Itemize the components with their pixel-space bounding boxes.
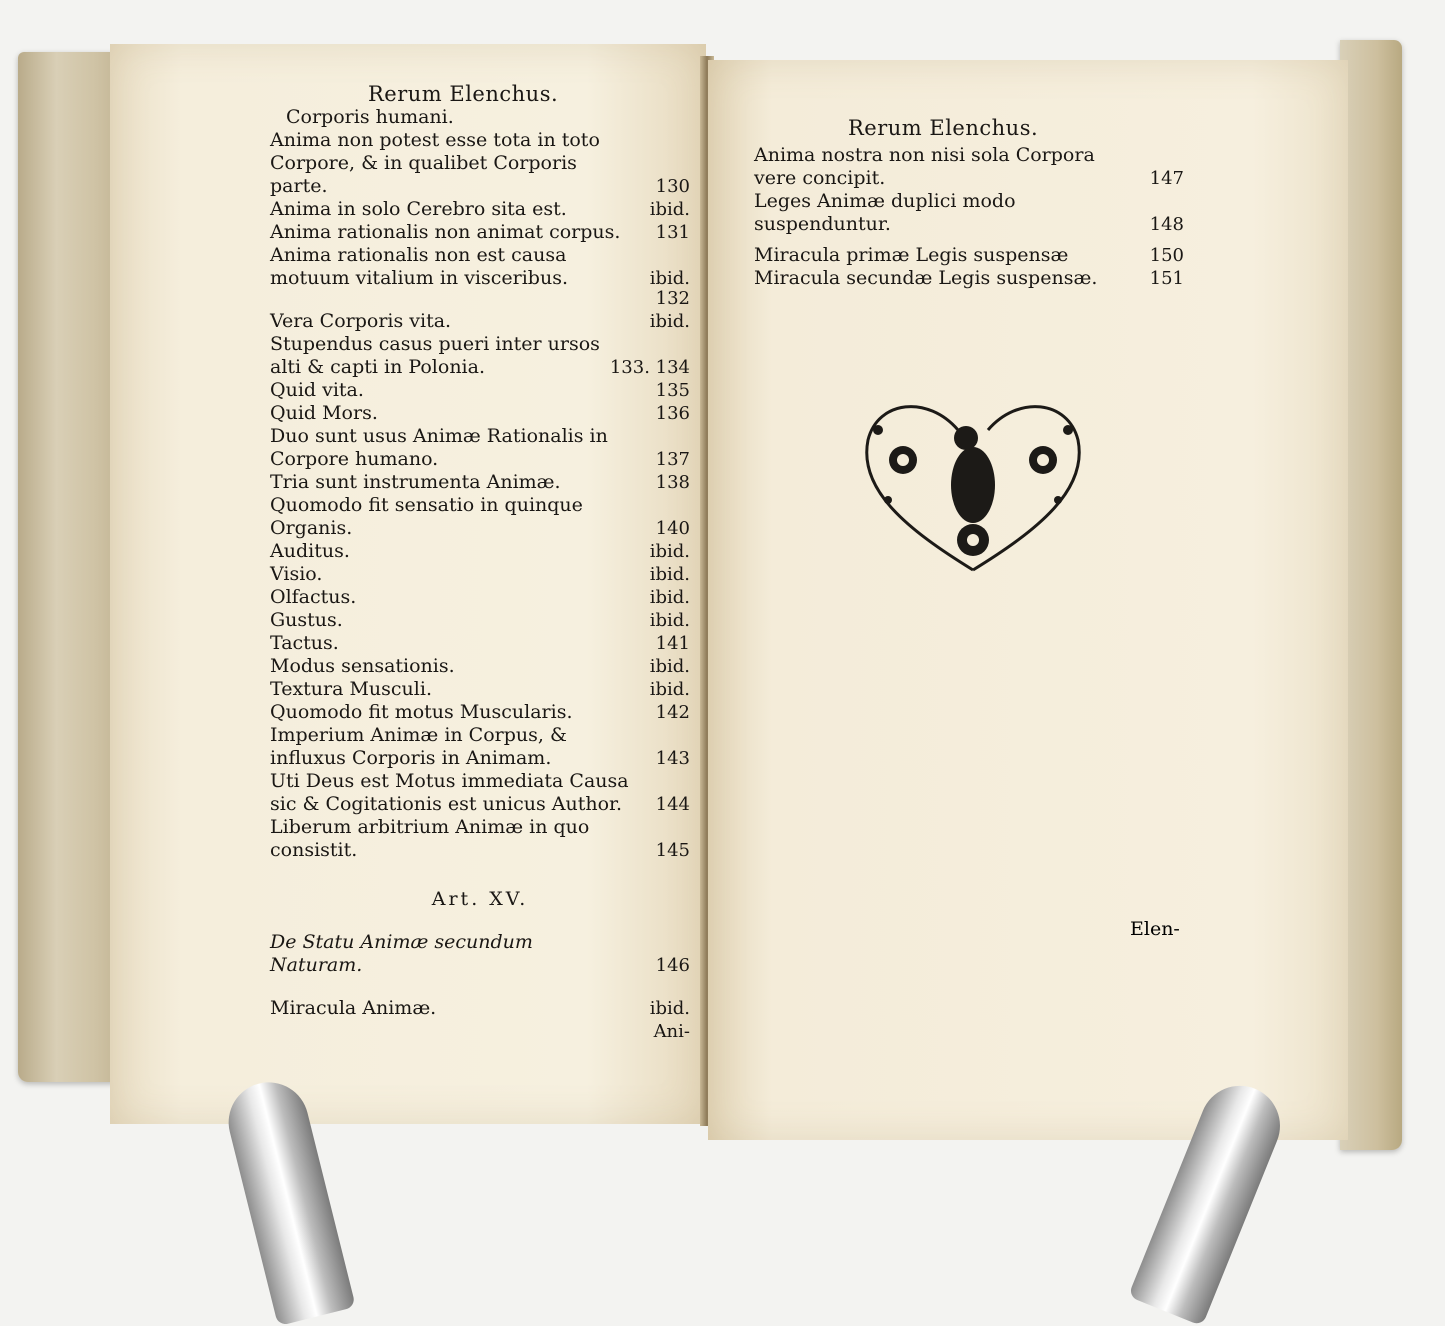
list-item <box>754 267 1184 290</box>
book-fore-edge-right <box>1340 40 1402 1150</box>
list-item <box>270 129 690 198</box>
list-item <box>270 678 690 701</box>
entry-page: 144 <box>655 794 690 815</box>
list-item <box>270 471 690 494</box>
list-item <box>270 816 690 862</box>
list-item <box>270 724 690 770</box>
entry-text: Anima in solo Cerebro sita est. <box>270 198 567 220</box>
entry-text: Textura Musculi. <box>270 678 432 700</box>
entry-page: 146 <box>655 955 690 976</box>
list-item <box>270 655 690 678</box>
entry-text: Visio. <box>270 563 323 585</box>
entry-page: 147 <box>1149 168 1184 189</box>
entry-page: ibid. <box>649 199 690 220</box>
list-item <box>270 402 690 425</box>
list-item <box>270 425 690 471</box>
list-item <box>270 931 690 977</box>
right-catchword: Elen- <box>1130 918 1180 940</box>
entry-text: Liberum arbitrium Animæ in quo consistit. <box>270 816 590 861</box>
left-running-head: Rerum Elenchus. <box>368 82 559 106</box>
list-item <box>270 198 690 221</box>
left-catchword: Ani- <box>653 1021 690 1042</box>
entry-text: Gustus. <box>270 609 343 631</box>
entry-page: ibid. <box>649 541 690 562</box>
entry-page: 151 <box>1149 268 1184 289</box>
list-item <box>270 310 690 333</box>
entry-page: 136 <box>655 403 690 424</box>
list-item <box>270 221 690 244</box>
list-item <box>270 586 690 609</box>
list-item <box>270 770 690 816</box>
entry-text: Anima nostra non nisi sola Corpora vere concipit. <box>754 144 1095 189</box>
entry-page: ibid. <box>649 268 690 289</box>
entry-page: ibid. <box>649 998 690 1019</box>
list-item <box>270 244 690 290</box>
entry-text: Tactus. <box>270 632 339 654</box>
entry-page: 138 <box>655 472 690 493</box>
entry-text: Imperium Animæ in Corpus, & influxus Corporis in Animam. <box>270 724 567 769</box>
entry-text: Uti Deus est Motus immediata Causa sic & Cogitationis est unicus Author. <box>270 770 629 815</box>
entry-page: 150 <box>1149 245 1184 266</box>
entry-text: Tria sunt instrumenta Animæ. <box>270 471 561 493</box>
list-item <box>270 333 690 379</box>
entry-page: ibid. <box>649 679 690 700</box>
entry-page: 140 <box>655 518 690 539</box>
right-running-head: Rerum Elenchus. <box>848 116 1039 140</box>
entry-page: ibid. <box>649 610 690 631</box>
right-page <box>708 60 1348 1140</box>
list-item <box>754 144 1184 190</box>
entry-text: Leges Animæ duplici modo suspenduntur. <box>754 190 1016 235</box>
list-item <box>270 540 690 563</box>
entry-text: Corporis humani. <box>286 106 454 128</box>
entry-text: Anima rationalis non animat corpus. <box>270 221 621 243</box>
left-page <box>110 44 706 1124</box>
squirrel-heart-ornament <box>848 390 1098 580</box>
entry-page: 132 <box>655 288 690 309</box>
list-item <box>270 632 690 655</box>
entry-text: Miracula secundæ Legis suspensæ. <box>754 267 1098 289</box>
entry-text: Quomodo fit motus Muscularis. <box>270 701 573 723</box>
article-heading: Art. XV. <box>431 888 529 910</box>
list-item <box>270 379 690 402</box>
entry-text: Anima rationalis non est causa motuum vitalium in visceribus. <box>270 244 568 289</box>
list-item <box>270 563 690 586</box>
entry-text: Vera Corporis vita. <box>270 310 452 332</box>
entry-page: 133. 134 <box>609 357 690 378</box>
list-item <box>270 701 690 724</box>
list-item <box>270 997 690 1020</box>
entry-text: Olfactus. <box>270 586 357 608</box>
entry-page: ibid. <box>649 564 690 585</box>
entry-page: ibid. <box>649 311 690 332</box>
entry-text: Quomodo fit sensatio in quinque Organis. <box>270 494 583 539</box>
right-entries <box>754 144 1184 290</box>
entry-page: 131 <box>655 222 690 243</box>
list-item <box>270 609 690 632</box>
list-item <box>270 106 690 129</box>
entry-page: 135 <box>655 380 690 401</box>
entry-text: Miracula primæ Legis suspensæ <box>754 244 1069 266</box>
list-item <box>270 290 690 310</box>
entry-text: De Statu Animæ secundum Naturam. <box>270 931 533 976</box>
list-item <box>754 244 1184 267</box>
entry-text: Quid Mors. <box>270 402 378 424</box>
entry-text: Duo sunt usus Animæ Rationalis in Corpore humano. <box>270 425 608 470</box>
entry-text: Auditus. <box>270 540 350 562</box>
left-entries <box>270 106 690 1043</box>
entry-text: Quid vita. <box>270 379 364 401</box>
entry-text: Anima non potest esse tota in toto Corpore, & in qualibet Corporis parte. <box>270 129 600 197</box>
entry-page: 142 <box>655 702 690 723</box>
entry-page: 148 <box>1149 214 1184 235</box>
entry-page: ibid. <box>649 587 690 608</box>
entry-page: 145 <box>655 840 690 861</box>
entry-page: 141 <box>655 633 690 654</box>
entry-page: 137 <box>655 449 690 470</box>
entry-text: Modus sensationis. <box>270 655 455 677</box>
list-item <box>270 494 690 540</box>
entry-page: 130 <box>655 176 690 197</box>
list-item <box>754 190 1184 236</box>
entry-text: Stupendus casus pueri inter ursos alti & capti in Polonia. <box>270 333 600 378</box>
entry-text: Miracula Animæ. <box>270 997 437 1019</box>
entry-page: ibid. <box>649 656 690 677</box>
entry-page: 143 <box>655 748 690 769</box>
